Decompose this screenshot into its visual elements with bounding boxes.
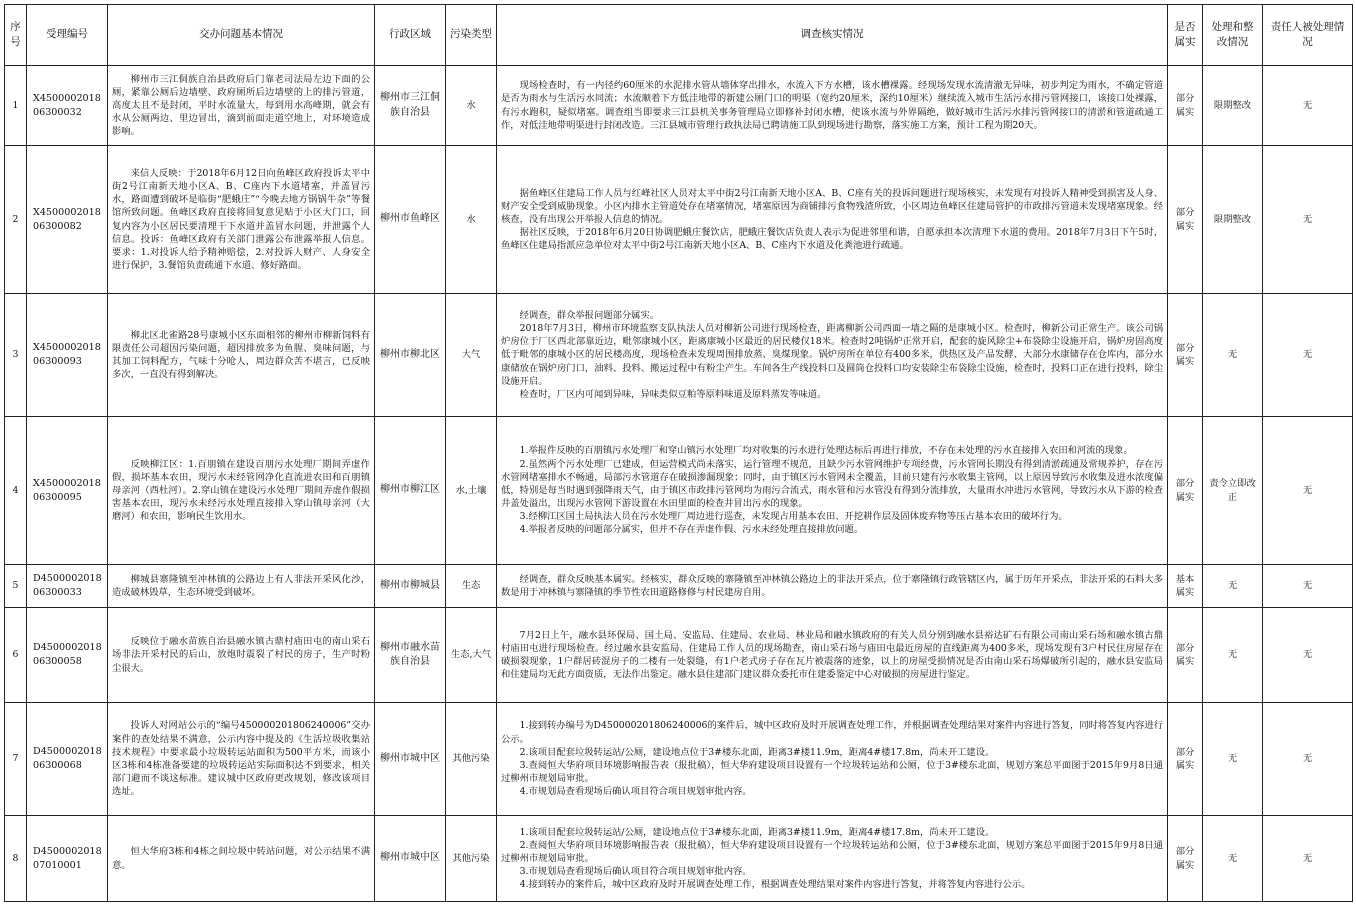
row-region: 柳州市三江侗族自治县 <box>375 66 446 146</box>
row-summary <box>108 608 375 703</box>
row-summary-text: 柳州市三江侗族自治县政府后门靠老司法局左边下面的公厕，紧靠公厕后边墙壁、政府厕所后边墙壁的上的排污管道，高度太且不是封闭，平时水流量大，每到用水高峰期，就会有水从公厕两边、里边冒出，滴到前面走道空地上，对环境造成影响。 <box>112 73 370 138</box>
investigation-paragraph: 7月2日上午，融水县环保局、国土局、安监局、住建局、农业局、林业局和融水镇政府的有关人员分别到融水县裕达矿石有限公司南山采石场和融水镇古鼎村庙田屯进行现场检查。经过融水县安监局、住建局工作人员的现场勘查，南山采石场与庙田屯最近房屋的直线距离为400多米，现场发现有3户村民住房屋存在破损裂现象，1户群居砖混房子的二楼有一处裂缝，有1户老式房子存在瓦片被震落的迹象，以上的房屋受损情况是否由南山采石场爆破所引起的，融水县安监局和住建局均无此方面资质，无法作出鉴定。融水县住建部门建议群众委托市住建委鉴定中心对破损的房屋进行鉴定。 <box>501 629 1163 681</box>
table-row <box>5 294 1353 417</box>
investigation-paragraph: 4.举报者反映的问题部分属实，但并不存在弄虚作假、污水未经处理直接排放问题。 <box>519 524 864 536</box>
row-investigation <box>497 816 1168 902</box>
investigation-paragraph: 2018年7月3日，柳州市环境监察支队执法人员对柳新公司进行现场检查，距离柳新公司西面一墙之隔的是康城小区。检查时，柳新公司正常生产。该公司锅炉房位于厂区西北部靠近边，毗邻康城小区，距离康城小区最近的居民楼仅18米。检查时2吨锅炉正常开启，配套的旋风除尘+布袋除尘设施开启，锅炉房固高度低于毗邻的康城小区的居民楼高度，现场检查未发现周围排放蒸、臭煤现象。锅炉房所在单位有400多米，供热区及产品发酵、大部分水康储存在仓库内，部分水康储放在锅炉房门口，油料、投料、搬运过程中有粉尘产生。车间各生产线投料口及圆筒仓投料口均安装除尘布袋除尘设施，检查时，投料口正在进行投料，除尘设施开启。 <box>501 323 1163 387</box>
row-seq: 7 <box>5 703 27 816</box>
row-summary <box>108 146 375 294</box>
header-pollution: 污染类型 <box>446 5 497 66</box>
row-investigation <box>497 703 1168 816</box>
row-verified: 部分属实 <box>1168 703 1203 816</box>
row-accountability: 无 <box>1263 66 1353 146</box>
investigation-paragraph: 经调查，群众反映基本属实。经核实，群众反映的寨隆镇至冲林镇公路边上的非法开采点，位于寨隆镇行政管辖区内，属于历年开采点，非法开采的石料大多数是用于冲林镇与寨隆镇的季节性农田道路修修与村民建房自用。 <box>501 573 1163 598</box>
investigation-paragraph: 据社区反映，于2018年6月20日协调肥蛾庄餐饮店，肥蛾庄餐饮店负责人表示为促进邻里和谐，自愿承担本次清理下水道的费用。2018年7月3日下午5时，鱼峰区住建局指派应急单位对太平中街2号江南新天地小区A、B、C座内下水道及化粪池进行疏通。 <box>501 227 1163 252</box>
row-pollution: 水 <box>446 66 497 146</box>
row-summary <box>108 565 375 608</box>
row-handling: 无 <box>1203 608 1263 703</box>
row-pollution: 生态 <box>446 565 497 608</box>
row-handling: 无 <box>1203 816 1263 902</box>
row-region: 柳州市融水苗族自治县 <box>375 608 446 703</box>
header-accountability: 责任人被处理情况 <box>1263 5 1353 66</box>
row-case-no: X450000201806300093 <box>27 294 108 417</box>
header-case-no: 受理编号 <box>27 5 108 66</box>
row-summary-text: 投诉人对网站公示的“编号450000201806240006”交办案件的查处结果不满意，公示内容中提及的《生活垃圾收集站技术规程》中要求最小垃圾转运站面积为500平方米，而该小区3栋和4栋准备要建的垃圾转运站实际面积达不到要求，相关部门避而不谈这标准。建议城中区政府更改规划，修改该项目选址。 <box>112 720 370 798</box>
row-case-no: D450000201807010001 <box>27 816 108 902</box>
row-seq: 3 <box>5 294 27 417</box>
investigation-paragraph: 现场检查时，有一内径约60厘米的水泥排水管从墙体穿出排水，水流入下方水槽，该水槽裸露。经现场发现水流清澈无异味，初步判定为雨水，不确定管道是否为雨水与生活污水同流；水流顺着下方低洼地带的新建公厕门口的明渠（宽约20厘米，深约10厘米）继续流入城市生活污水排污管网接口，该接口处裸露，有污水跑积，疑似堵塞。调查组当即要求三江县机关事务管理局立即修补封闭水槽，使该水流与外界隔绝，做好城市生活污水排污管网接口的清淤和管道疏通工作，对低洼地带明渠进行封闭改造。三江县城市管理行政执法局已聘请施工队到现场进行勘察，落实施工方案，预计工程为期20天。 <box>501 80 1163 131</box>
row-pollution: 水,土壤 <box>446 417 497 565</box>
row-region: 柳州市柳城县 <box>375 565 446 608</box>
table-row <box>5 66 1353 146</box>
row-pollution: 生态,大气 <box>446 608 497 703</box>
investigation-paragraph: 据鱼峰区住建局工作人员与红峰社区人员对太平中街2号江南新天地小区A、B、C座有关的投诉问题进行现场核实，未发现有对投诉人精神受到损害及人身、财产安全受到威胁现象。小区内排水主管道处存在堵塞情况，堵塞原因为商铺排污食物残渣所致，小区周边鱼峰区住建局管护的市政排污管道未发现堵塞现象。经核查，没有出现公开举报人信息的情况。 <box>501 187 1163 225</box>
row-summary <box>108 294 375 417</box>
row-summary <box>108 66 375 146</box>
row-pollution: 其他污染 <box>446 703 497 816</box>
row-pollution: 其他污染 <box>446 816 497 902</box>
row-accountability: 无 <box>1263 703 1353 816</box>
investigation-paragraph: 4.接到转办的案件后，城中区政府及时开展调查处理工作，根据调查处理结果对案件内容进行答复，并将答复内容进行公示。 <box>519 879 1031 891</box>
investigation-paragraph: 3.查阅恒大华府项目环境影响报告表（报批稿），恒大华府建设项目设置有一个垃圾转运站和公厕，位于3#楼东北面，规划方案总平面图于2015年9月8日通过柳州市规划局审批。 <box>501 760 1163 785</box>
row-investigation <box>497 417 1168 565</box>
row-handling: 限期整改 <box>1203 146 1263 294</box>
row-case-no: D450000201806300033 <box>27 565 108 608</box>
row-accountability: 无 <box>1263 608 1353 703</box>
row-seq: 2 <box>5 146 27 294</box>
header-verified: 是否属实 <box>1168 5 1203 66</box>
row-handling: 责令立即改正 <box>1203 417 1263 565</box>
row-investigation <box>497 294 1168 417</box>
row-verified: 部分属实 <box>1168 816 1203 902</box>
row-handling: 无 <box>1203 565 1263 608</box>
row-case-no: X450000201806300082 <box>27 146 108 294</box>
row-case-no: X450000201806300095 <box>27 417 108 565</box>
row-case-no: D450000201806300068 <box>27 703 108 816</box>
investigation-paragraph: 经调查，群众举报问题部分属实。 <box>519 309 660 321</box>
investigation-paragraph: 3.市规划局查看现场后确认项目符合项目规划审批内容。 <box>519 866 752 878</box>
row-handling: 限期整改 <box>1203 66 1263 146</box>
header-row <box>5 5 1353 66</box>
investigation-paragraph: 2.虽然两个污水处理厂已建成，但运营模式尚未落实，运行管理不规范，且缺少污水管网维护专项经费，污水管网长期没有得到清淤疏通及常规养护，存在污水管网堵塞排水不畅通，局部污水管道存在破损渗漏现象；同时，由于镇区污水管网未全覆盖，目前只建有污水收集主管网，以上原因导致污水收集及进水浓度偏低，特别是每当时遇到强降雨天气，由于镇区市政排污管网均为雨污合流式，雨水管和污水管没有得到分流排放，大量雨水冲进污水管网，导致污水从下游的检查井盖处溢出，出现污水管网下游设置在水田里面的检查井冒出污水的现象。 <box>501 458 1163 510</box>
row-summary <box>108 703 375 816</box>
row-summary-text: 反映柳江区：1.百朋镇在建设百朋污水处理厂期间弄虚作假，损坏基本农田，现污水未经管网净化直流进农田和百朋镇母亲河（西杜河）。2.穿山镇在建设污水处理厂期间弄虚作假损害基本农田，现污水未经污水处理直接排入穿山镇母亲河（大磨河）和农田，影响民生饮用水。 <box>112 458 370 523</box>
row-region: 柳州市鱼峰区 <box>375 146 446 294</box>
row-seq: 1 <box>5 66 27 146</box>
row-summary-text: 柳城县寨隆镇至冲林镇的公路边上有人非法开采风化沙，造成破林毁草，生态环境受到破坏。 <box>112 573 370 598</box>
row-verified: 部分属实 <box>1168 417 1203 565</box>
row-pollution: 大气 <box>446 294 497 417</box>
row-accountability: 无 <box>1263 816 1353 902</box>
investigation-paragraph: 检查时，厂区内可闻到异味，异味类似豆粕等原料味道及原料蒸发等味道。 <box>519 388 827 400</box>
row-verified: 部分属实 <box>1168 66 1203 146</box>
investigation-paragraph: 1.该项目配套垃圾转运站/公厕，建设地点位于3#楼东北面，距离3#楼11.9m，距离4#楼17.8m，尚未开工建设。 <box>519 826 995 838</box>
row-investigation <box>497 608 1168 703</box>
row-seq: 4 <box>5 417 27 565</box>
header-summary: 交办问题基本情况 <box>108 5 375 66</box>
investigation-paragraph: 2.查阅恒大华府项目环境影响报告表（报批稿），恒大华府建设项目设置有一个垃圾转运站和公厕，位于3#楼东北面，规划方案总平面图于2015年9月8日通过柳州市规划局审批。 <box>501 839 1163 864</box>
row-seq: 8 <box>5 816 27 902</box>
header-investigation: 调查核实情况 <box>497 5 1168 66</box>
table-row <box>5 608 1353 703</box>
table-row <box>5 816 1353 902</box>
row-summary-text: 恒大华府3栋和4栋之间垃圾中转站问题，对公示结果不满意。 <box>112 846 370 871</box>
row-accountability: 无 <box>1263 146 1353 294</box>
investigation-paragraph: 1.接到转办编号为D450000201806240006的案件后，城中区政府及时开展调查处理工作，并根据调查处理结果对案件内容进行答复，同时将答复内容进行公示。 <box>501 720 1164 745</box>
row-seq: 5 <box>5 565 27 608</box>
row-verified: 部分属实 <box>1168 294 1203 417</box>
row-pollution: 水 <box>446 146 497 294</box>
table-row <box>5 146 1353 294</box>
row-seq: 6 <box>5 608 27 703</box>
investigation-paragraph: 1.举报件反映的百朋镇污水处理厂和穿山镇污水处理厂均对收集的污水进行处理达标后再进行排放，不存在未处理的污水直接排入农田和河流的现象。 <box>519 445 1133 457</box>
row-investigation <box>497 66 1168 146</box>
row-summary <box>108 417 375 565</box>
row-summary-text: 来信人反映：于2018年6月12日向鱼峰区政府投诉太平中街2号江南新天地小区A、B、C座内下水道堵塞，并盖冒污水，路面遭到破坏是临街“肥蛾庄”“今晚去地方锅锅牛杂”等餐馆所致问题。鱼峰区政府直接将回复意见贴于小区大门口，回复内容为小区居民要清理干下水道并盖冒水问题，并泄露个人信息。投诉：鱼峰区政府有关部门泄露公布泄露举报人信息。要求：1.对投诉人给予精神赔偿，2.对投诉人财产、人身安全进行保护，3.餐馆负责疏通下水道、修好路面。 <box>112 167 370 272</box>
case-table <box>4 4 1353 902</box>
row-region: 柳州市柳江区 <box>375 417 446 565</box>
table-row <box>5 417 1353 565</box>
row-summary-text: 柳北区北雀路28号康城小区东面相邻的柳州市柳新饲料有限责任公司超因污染问题，超因排放多为鱼腥、臭味问题，与其加工饲料配方，气味十分呛人，周边群众苦不堪言，已反映多次，一直没有得到解决。 <box>112 329 370 381</box>
table-row <box>5 703 1353 816</box>
row-handling: 无 <box>1203 703 1263 816</box>
investigation-paragraph: 3.经柳江区国土局执法人员在污水处理厂周边进行巡查，未发现占用基本农田、开挖耕作层及固体废弃物等压占基本农田的破坏行为。 <box>519 511 1068 523</box>
investigation-paragraph: 2.该项目配套垃圾转运站/公厕，建设地点位于3#楼东北面，距离3#楼11.9m，距离4#楼17.8m，尚未开工建设。 <box>519 746 995 758</box>
header-region: 行政区域 <box>375 5 446 66</box>
row-accountability: 无 <box>1263 294 1353 417</box>
header-seq: 序号 <box>5 5 27 66</box>
row-accountability: 无 <box>1263 565 1353 608</box>
row-verified: 部分属实 <box>1168 608 1203 703</box>
row-verified: 基本属实 <box>1168 565 1203 608</box>
table-row <box>5 565 1353 608</box>
row-verified: 部分属实 <box>1168 146 1203 294</box>
row-region: 柳州市柳北区 <box>375 294 446 417</box>
row-region: 柳州市城中区 <box>375 816 446 902</box>
investigation-paragraph: 4.市规划局查看现场后确认项目符合项目规划审批内容。 <box>519 786 752 798</box>
row-investigation <box>497 565 1168 608</box>
row-accountability: 无 <box>1263 417 1353 565</box>
row-summary-text: 反映位于融水苗族自治县融水镇古鼎村庙田屯的南山采石场非法开采村民的后山，放炮时震裂了村民的房子，生产时粉尘很大。 <box>112 636 370 674</box>
row-investigation <box>497 146 1168 294</box>
header-handling: 处理和整改情况 <box>1203 5 1263 66</box>
row-case-no: X450000201806300032 <box>27 66 108 146</box>
row-region: 柳州市城中区 <box>375 703 446 816</box>
row-summary <box>108 816 375 902</box>
row-case-no: D450000201806300058 <box>27 608 108 703</box>
row-handling: 无 <box>1203 294 1263 417</box>
